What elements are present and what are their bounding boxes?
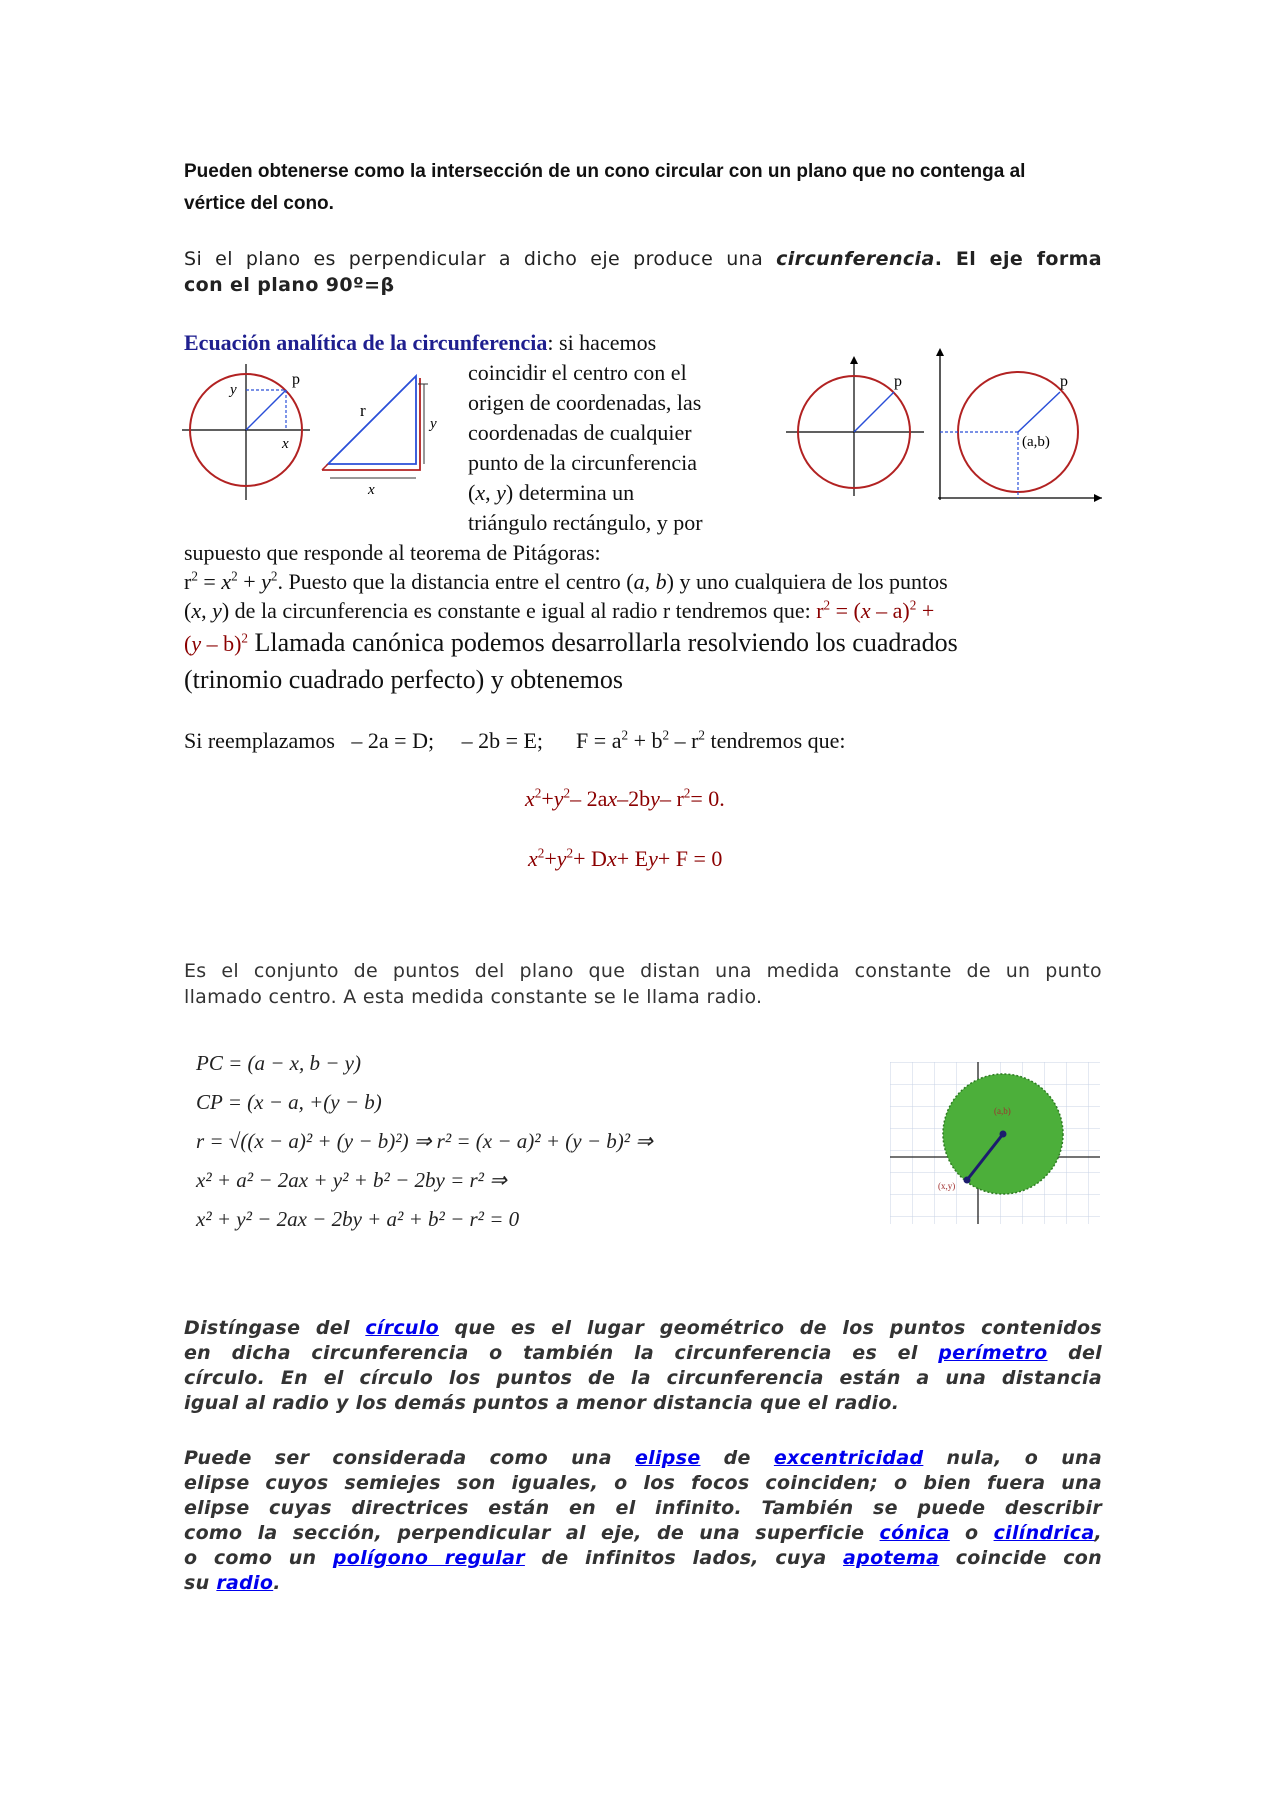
circulo-paragraph [184, 1316, 1102, 1416]
label-ab-small: (a,b) [994, 1106, 1011, 1116]
replace-line: Si reemplazamos – 2a = D; – 2b = E; $F = a^2 + b^2 - r^2$ tendremos que: [184, 727, 846, 753]
formula-block [196, 1044, 653, 1239]
intro-paragraph [184, 156, 1025, 220]
link-conica[interactable]: cónica [879, 1522, 950, 1544]
perp-rest: . El eje forma [934, 248, 1103, 270]
circulo-line-2: en dicha circunferencia o también la circunferencia es el perímetro del [184, 1342, 1102, 1364]
link-apotema[interactable]: apotema [843, 1547, 940, 1569]
label-y: y [230, 382, 237, 398]
label-tri-x: x [368, 482, 375, 498]
circulo-line-3: círculo. En el círculo los puntos de la circunferencia están a una distancia [184, 1367, 1102, 1389]
label-xy-small: (x,y) [938, 1181, 956, 1191]
right-triangle-diagram [320, 372, 450, 502]
line-supuesto: supuesto que responde al teorema de Pitágoras: [184, 540, 601, 565]
link-elipse[interactable]: elipse [635, 1447, 701, 1469]
col-xy-text: determina un [518, 480, 635, 505]
origin-circle-diagram-2 [786, 356, 926, 496]
link-cilindrica[interactable]: cilíndrica [993, 1522, 1095, 1544]
analytic-continuation [184, 538, 1104, 625]
link-poligono-regular[interactable]: polígono regular [332, 1547, 525, 1569]
formula-pc: PC = (a − x, b − y) [196, 1051, 361, 1075]
perp-text: Si el plano es perpendicular a dicho eje produce una [184, 248, 777, 270]
col-line-2: origen de coordenadas, las [468, 390, 702, 415]
elipse-line-3: elipse cuyas directrices están en el infinito. También se puede describir [184, 1497, 1102, 1519]
line-canonica: (y – b)$^2$ Llamada canónica podemos desarrollarla resolviendo los cuadrados [184, 628, 958, 657]
origin-circle-diagram [182, 362, 312, 502]
col-line-6: triángulo rectángulo, y por [468, 510, 703, 535]
elipse-line-1: Puede ser considerada como una elipse de excentricidad nula, o una [184, 1447, 1102, 1469]
elipse-line-6: su radio. [184, 1572, 281, 1594]
perp-line-2: con el plano 90º=β [184, 274, 395, 296]
canonical-paragraph [184, 625, 1124, 698]
formula-final: x² + y² − 2ax − 2by + a² + b² − r² = 0 [196, 1207, 520, 1231]
label-p-3: p [1060, 373, 1068, 390]
label-tri-y: y [430, 416, 437, 432]
line-trinomio: (trinomio cuadrado perfecto) y obtenemos [184, 665, 623, 694]
label-ab: (a,b) [1022, 434, 1050, 450]
definition-line-1: Es el conjunto de puntos del plano que distan una medida constante de un punto [184, 960, 1102, 982]
perpendicular-paragraph [184, 246, 1102, 298]
canon-eq-part1: $r^2 = (x - a)^2$ + [816, 597, 935, 623]
analytic-column-text [468, 358, 703, 538]
intro-line-2: vértice del cono. [184, 193, 334, 214]
canon-eq-part2: (y – b)$^2$ [184, 630, 249, 656]
circulo-line-1: Distíngase del círculo que es el lugar geométrico de los puntos contenidos [184, 1317, 1102, 1339]
col-line-3: coordenadas de cualquier [468, 420, 692, 445]
perp-term: circunferencia [776, 248, 935, 270]
definition-line-2: llamado centro. A esta medida constante se le llama radio. [184, 986, 763, 1008]
intro-line-1: Pueden obtenerse como la intersección de un cono circular con un plano que no contenga al [184, 161, 1026, 182]
col-line-5: (x, y) determina un [468, 480, 635, 505]
equation-2: $x^2+y^2+ Dx+ Ey+ F = 0$ [528, 845, 723, 871]
elipse-paragraph [184, 1446, 1102, 1596]
grid-circle-diagram [890, 1062, 1100, 1224]
link-perimetro[interactable]: perímetro [938, 1342, 1048, 1364]
equation-1: $x^2+y^2-$ 2ax–2by– $r^2= 0$. [525, 785, 725, 811]
col-line-4: punto de la circunferencia [468, 450, 698, 475]
formula-r: r = √((x − a)² + (y − b)²) ⇒ r² = (x − a)² + (y − b)² ⇒ [196, 1129, 653, 1153]
analytic-after-title: : si hacemos [547, 330, 657, 355]
definition-paragraph [184, 958, 1102, 1010]
translated-circle-diagram [936, 348, 1106, 508]
formula-cp: CP = (x − a, +(y − b) [196, 1090, 382, 1114]
label-p: p [292, 371, 300, 388]
line-pitagoras: $r^2 = x^2 + y^2$. Puesto que la distancia entre el centro (a, b) y uno cualquiera de los puntos [184, 568, 948, 594]
label-x: x [282, 436, 289, 452]
formula-exp: x² + a² − 2ax + y² + b² − 2by = r² ⇒ [196, 1168, 507, 1192]
circulo-line-4: igual al radio y los demás puntos a menor distancia que el radio. [184, 1392, 900, 1414]
analytic-heading-line [184, 328, 656, 358]
elipse-line-5: o como un polígono regular de infinitos lados, cuya apotema coincide con [184, 1547, 1102, 1569]
col-line-1: coincidir el centro con el [468, 360, 687, 385]
elipse-line-4: como la sección, perpendicular al eje, de una superficie cónica o cilíndrica, [184, 1522, 1102, 1544]
elipse-line-2: elipse cuyos semiejes son iguales, o los focos coinciden; o bien fuera una [184, 1472, 1102, 1494]
analytic-title: Ecuación analítica de la circunferencia [184, 330, 548, 355]
label-p-2: p [894, 373, 902, 390]
link-circulo[interactable]: círculo [365, 1317, 439, 1339]
label-r: r [360, 401, 366, 420]
link-radio[interactable]: radio [216, 1572, 274, 1594]
line-constante: (x, y) de la circunferencia es constante e igual al radio r tendremos que: $r^2 = (x - a)^2$ + [184, 597, 935, 623]
link-excentricidad[interactable]: excentricidad [773, 1447, 924, 1469]
